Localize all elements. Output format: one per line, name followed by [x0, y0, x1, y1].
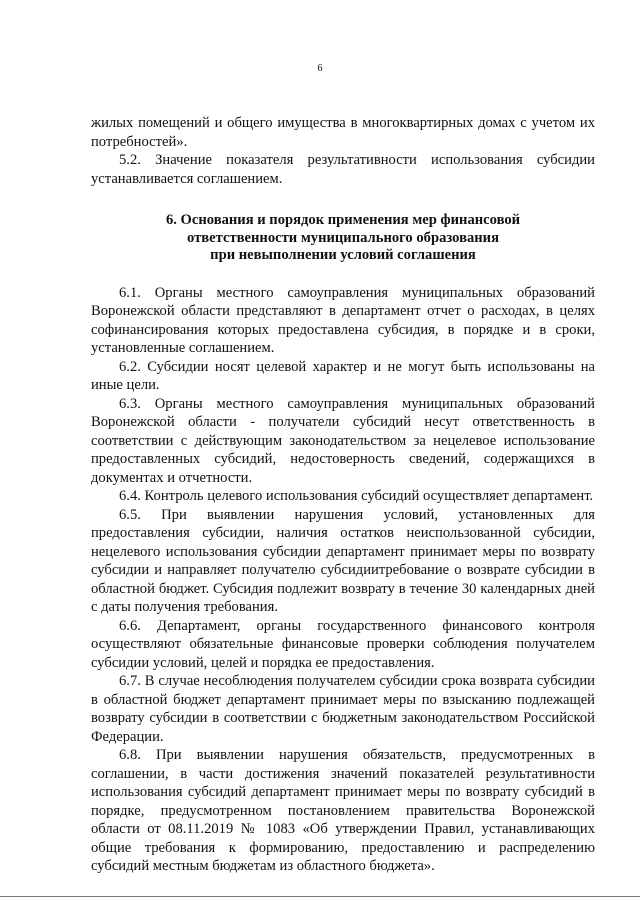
- paragraph-6-7: 6.7. В случае несоблюдения получателем субсидии срока возврата субсидии в областной бюджет департамент принимает меры по взысканию подлежащей возврату субсидии в соответствии с бюджетным законодательством Российской Федерации.: [91, 673, 595, 745]
- paragraph-6-1: 6.1. Органы местного самоуправления муниципальных образований Воронежской области представляют в департамент отчет о расходах, в целях софинансирования которых предоставлена субсидия, в порядке и в сроки, установленные соглашением.: [91, 284, 595, 356]
- page-number: 6: [317, 63, 323, 74]
- paragraph-6-5: 6.5. При выявлении нарушения условий, установленных для предоставления субсидии, наличия остатков неиспользованной субсидии, нецелевого использования субсидии департамент принимает меры по возврату субсидии и направляет получателю субсидиитребование о возврате субсидии в областной бюджет. Субсидия подлежит возврату в течение 30 календарных дней с даты получения требования.: [91, 506, 595, 615]
- section-heading-line-1: 6. Основания и порядок применения мер финансовой: [165, 212, 521, 228]
- paragraph-6-3: 6.3. Органы местного самоуправления муниципальных образований Воронежской области - получатели субсидий несут ответственность в соответствии с действующим законодательством за нецелевое использование предоставленных субсидий, недостоверность сведений, содержащихся в документах и отчетности.: [91, 395, 595, 486]
- section-heading-line-2: ответственности муниципального образования: [187, 229, 499, 246]
- document-body: [91, 114, 595, 876]
- paragraph-6-4: 6.4. Контроль целевого использования субсидий осуществляет департамент.: [119, 488, 594, 504]
- continued-paragraph: жилых помещений и общего имущества в многоквартирных домах с учетом их потребностей».: [91, 115, 595, 150]
- section-heading-line-3: при невыполнении условий соглашения: [210, 247, 476, 263]
- scan-edge-line: [0, 896, 640, 897]
- paragraph-6-2: 6.2. Субсидии носят целевой характер и не могут быть использованы на иные цели.: [91, 358, 595, 393]
- paragraph-5-2: 5.2. Значение показателя результативности использования субсидии устанавливается соглашением.: [91, 152, 595, 187]
- section-heading: [91, 212, 595, 265]
- paragraph-6-8: 6.8. При выявлении нарушения обязательств, предусмотренных в соглашении, в части достижения значений показателей результативности использования субсидий департамент принимает меры по возврату субсидий в порядке, предусмотренном постановлением правительства Воронежской области от 08.11.2019 № 1083 «Об утверждении Правил, устанавливающих общие требования к формированию, предоставлению и распределению субсидий местным бюджетам из областного бюджета».: [91, 747, 595, 874]
- paragraph-6-6: 6.6. Департамент, органы государственного финансового контроля осуществляют обязательные финансовые проверки соблюдения получателем субсидии условий, целей и порядка ее предоставления.: [91, 617, 595, 671]
